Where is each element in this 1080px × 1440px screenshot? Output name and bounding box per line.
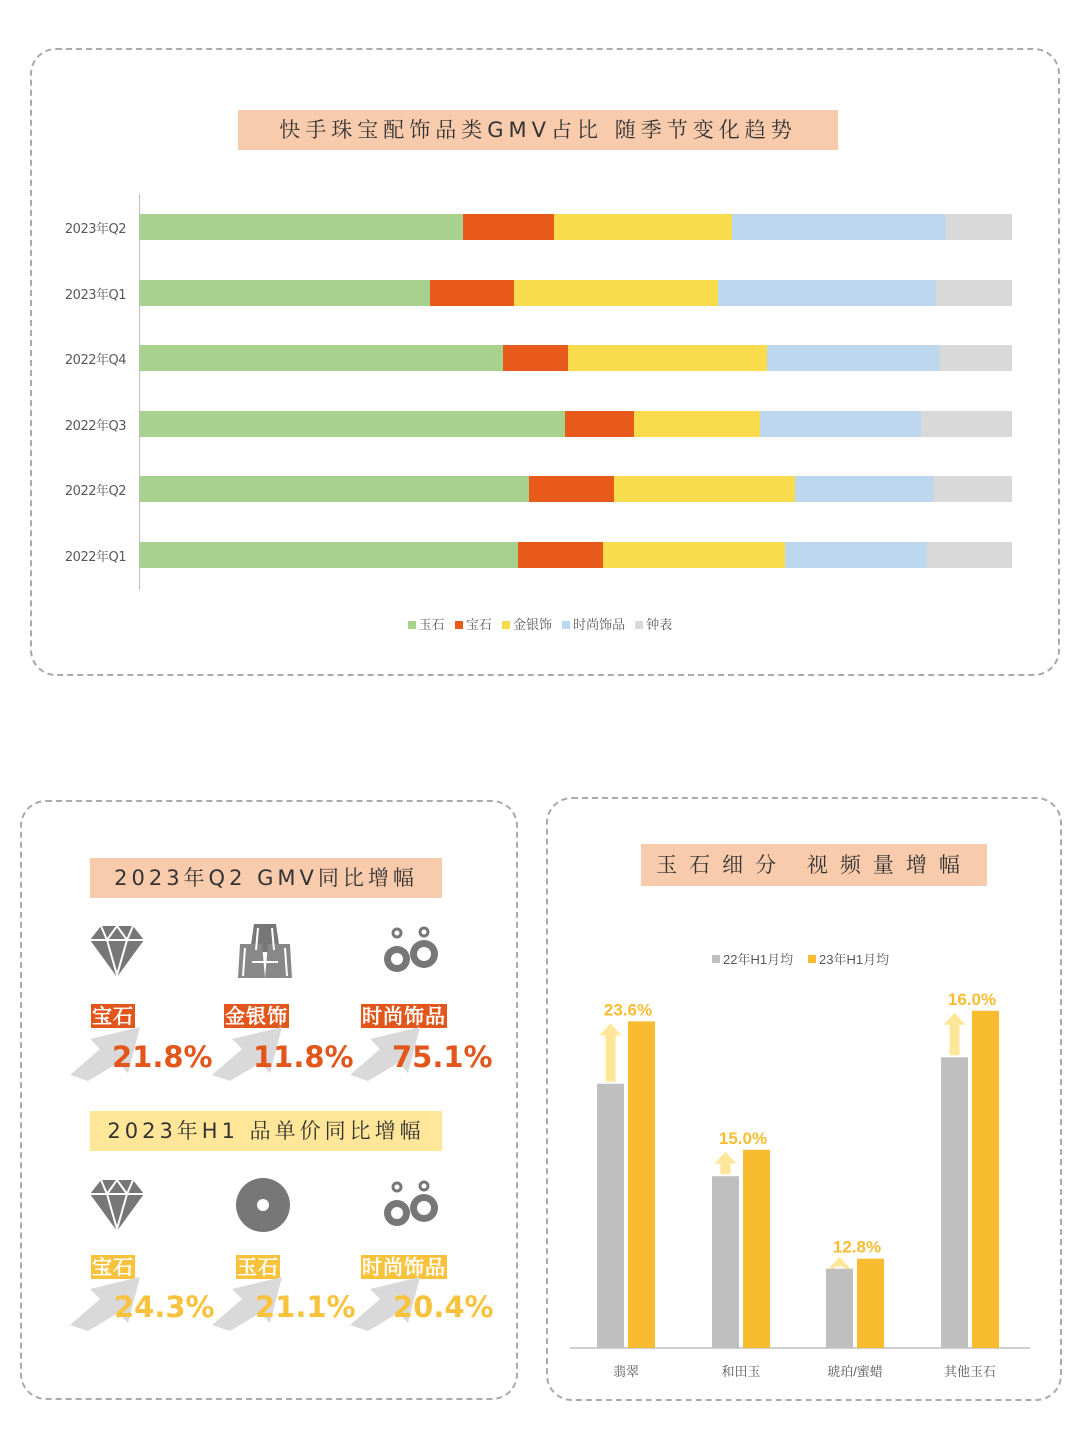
growth-arrow-icon — [715, 1152, 737, 1174]
bar-segment — [718, 280, 937, 306]
legend-label-watch: 钟表 — [646, 618, 673, 633]
gmv-label-gold: 金银饰 — [225, 1004, 288, 1028]
legend-item-gem — [455, 614, 492, 633]
legend-swatch-watch — [635, 621, 643, 629]
y-tick-label: 2023年Q2 — [64, 222, 126, 237]
bar-segment — [140, 214, 463, 240]
bar-23h1 — [628, 1021, 655, 1348]
growth-arrow-icon — [944, 1013, 966, 1056]
legend-swatch-gold — [502, 621, 510, 629]
y-tick-label: 2022年Q2 — [64, 484, 126, 500]
bar-23h1 — [972, 1011, 999, 1348]
bar-segment — [934, 476, 1013, 502]
bar-23h1 — [743, 1150, 770, 1348]
bar-segment — [518, 542, 603, 568]
bar-segment — [785, 542, 927, 568]
legend-swatch-fashion — [562, 621, 570, 629]
legend-label-jade: 玉石 — [418, 618, 445, 633]
bar-22h1 — [941, 1057, 968, 1348]
bar-segment — [430, 280, 514, 306]
bar-segment — [946, 214, 1013, 240]
bar-segment — [565, 411, 634, 437]
bar-22h1 — [597, 1084, 624, 1348]
bar-segment — [140, 411, 565, 437]
gmv-value-gem: 21.8% — [112, 1040, 213, 1074]
gmv-share-chart-title: 快手珠宝配饰品类GMV占比 随季节变化趋势 — [238, 110, 838, 150]
legend-label-22h1: 22年H1月均 — [723, 952, 794, 967]
growth-data-label: 16.0% — [947, 989, 997, 1009]
legend-item-gold — [502, 614, 552, 633]
legend-label-23h1: 23年H1月均 — [819, 952, 890, 967]
price-growth-title: 2023年H1 品单价同比增幅 — [90, 1111, 442, 1151]
gmv-label-gem: 宝石 — [92, 1004, 134, 1028]
earrings-icon — [382, 1180, 440, 1230]
bar-22h1 — [712, 1176, 739, 1348]
gold-bars-icon — [238, 922, 292, 980]
y-tick-label: 2023年Q1 — [64, 287, 126, 303]
gmv-share-legend — [0, 614, 1080, 633]
bar-segment — [760, 411, 922, 437]
growth-data-label: 12.8% — [832, 1237, 882, 1257]
bar-segment — [767, 345, 940, 371]
earrings-icon — [382, 926, 440, 976]
bar-segment — [940, 345, 1013, 371]
y-tick-label: 2022年Q1 — [64, 550, 126, 565]
bar-segment — [603, 542, 786, 568]
bar-segment — [795, 476, 934, 502]
bar-segment — [140, 542, 519, 568]
bar-segment — [921, 411, 1012, 437]
diamond-icon — [89, 924, 145, 978]
bar-segment — [140, 476, 529, 502]
jade-video-bar-chart — [548, 930, 1048, 1390]
bar-segment — [614, 476, 795, 502]
bar-segment — [140, 345, 503, 371]
bar-segment — [514, 280, 719, 306]
legend-swatch-jade — [408, 621, 416, 629]
price-value-fashion: 20.4% — [393, 1290, 494, 1324]
bar-segment — [529, 476, 615, 502]
growth-data-label: 23.6% — [603, 1000, 653, 1020]
x-tick-label: 翡翠 — [612, 1364, 640, 1379]
price-label-jade: 玉石 — [237, 1255, 279, 1279]
gmv-value-fashion: 75.1% — [392, 1040, 493, 1074]
bar-22h1 — [826, 1269, 853, 1348]
x-tick-label: 琥珀/蜜蜡 — [827, 1364, 883, 1379]
bar-segment — [568, 345, 767, 371]
y-tick-label: 2022年Q3 — [64, 418, 126, 434]
bar-segment — [732, 214, 946, 240]
gmv-value-gold: 11.8% — [253, 1040, 354, 1074]
bar-segment — [463, 214, 555, 240]
legend-swatch-23h1 — [808, 955, 816, 963]
legend-label-gem: 宝石 — [465, 618, 492, 633]
bar-segment — [634, 411, 761, 437]
price-label-fashion: 时尚饰品 — [362, 1255, 446, 1279]
gmv-label-fashion: 时尚饰品 — [362, 1004, 446, 1028]
legend-label-fashion: 时尚饰品 — [573, 618, 626, 633]
bar-segment — [936, 280, 1012, 306]
growth-arrow-icon — [829, 1257, 851, 1269]
legend-swatch-22h1 — [712, 955, 720, 963]
bar-segment — [503, 345, 569, 371]
bar-segment — [140, 280, 431, 306]
growth-arrow-icon — [600, 1023, 622, 1081]
legend-item-fashion — [562, 614, 625, 633]
growth-data-label: 15.0% — [718, 1128, 768, 1148]
bar-segment — [927, 542, 1013, 568]
y-axis-line — [139, 194, 140, 590]
price-value-jade: 21.1% — [255, 1290, 356, 1324]
diamond-icon — [89, 1178, 145, 1232]
legend-item-watch — [635, 614, 672, 633]
jade-video-title: 玉石细分 视频量增幅 — [641, 844, 987, 886]
jade-disc-icon — [234, 1176, 292, 1234]
price-label-gem: 宝石 — [92, 1255, 134, 1279]
bar-23h1 — [857, 1259, 884, 1348]
bar-segment — [554, 214, 732, 240]
x-tick-label: 和田玉 — [721, 1364, 761, 1379]
legend-label-gold: 金银饰 — [512, 618, 552, 633]
x-tick-label: 其他玉石 — [943, 1364, 997, 1379]
y-tick-label: 2022年Q4 — [64, 353, 126, 369]
legend-item-jade — [408, 614, 445, 633]
gmv-growth-title: 2023年Q2 GMV同比增幅 — [90, 858, 442, 898]
legend-swatch-gem — [455, 621, 463, 629]
price-value-gem: 24.3% — [114, 1290, 215, 1324]
